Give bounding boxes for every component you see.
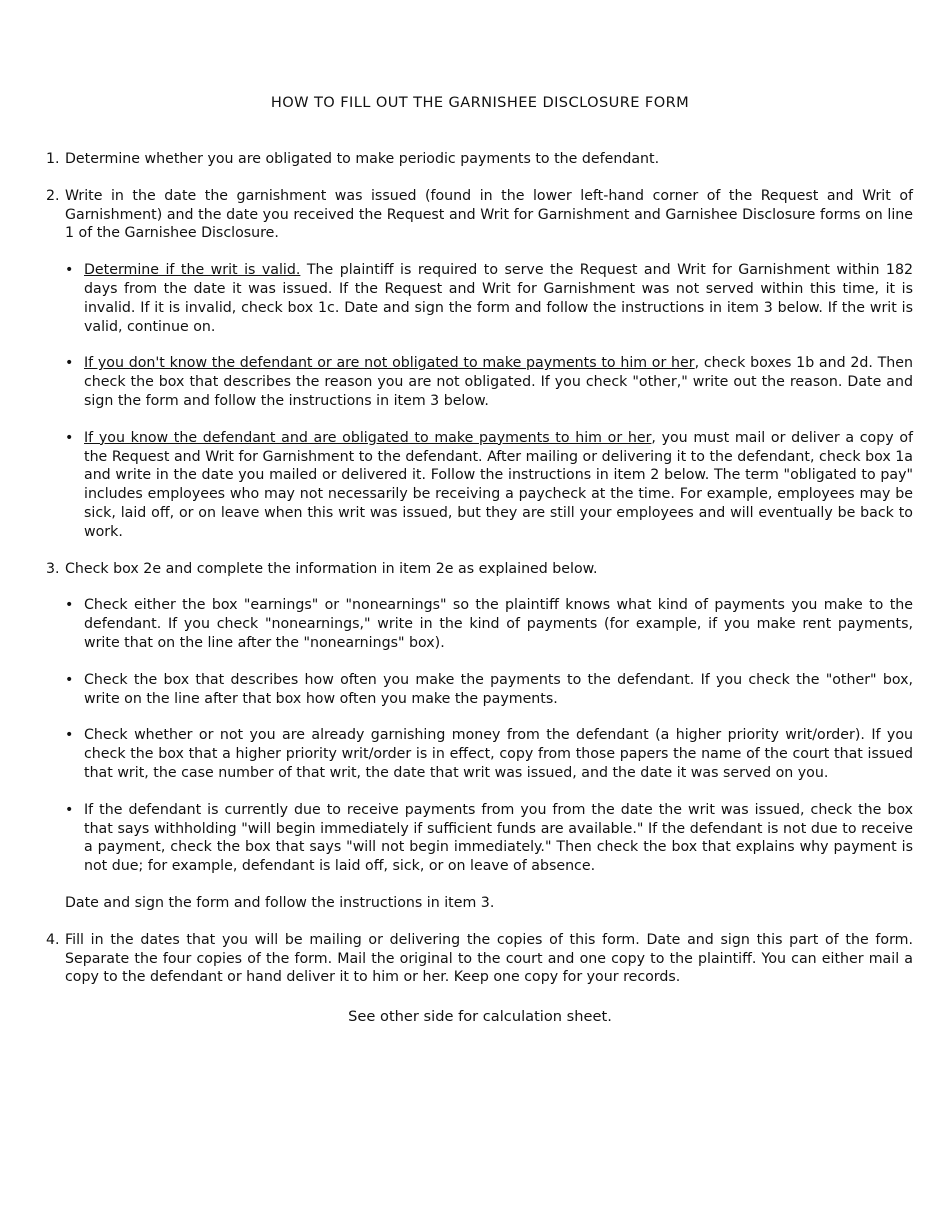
- bullet-underlined-text: If you don't know the defendant or are not obligated to make payments to him or her: [84, 355, 695, 372]
- bullet-text: , check boxes 1b and 2d. Then check the box that describes the reason you are not obligated. If you check "other," write out the reason. Date and sign the form and follow the instructions in item 3 below.: [84, 355, 913, 409]
- sub-bullet: [65, 354, 913, 410]
- item-number: 2.: [46, 187, 60, 204]
- bullet-underlined-text: If you know the defendant and are obligated to make payments to him or her: [84, 429, 652, 446]
- document-title: HOW TO FILL OUT THE GARNISHEE DISCLOSURE FORM: [270, 94, 690, 111]
- bullet-icon: •: [65, 671, 74, 688]
- sub-bullet: [65, 429, 913, 542]
- sub-bullet: [65, 261, 913, 336]
- bullet-text: If the defendant is currently due to receive payments from you from the date the writ was issued, check the box that says withholding "will begin immediately if sufficient funds are available." If the defendant is not due to receive a payment, check the box that says "will not begin immediately." Then check the box that explains why payment is not due; for example, defendant is laid off, sick, or on leave of absence.: [84, 801, 913, 875]
- item-number: 1.: [46, 151, 60, 167]
- bullet-text: Check either the box "earnings" or "nonearnings" so the plaintiff knows what kind of payments you make to the defendant. If you check "nonearnings," write in the kind of payments (for example, if you make rent payments, write that on the line after the "nonearnings" box).: [84, 597, 913, 651]
- bullet-icon: •: [65, 355, 74, 372]
- bullet-text: Check the box that describes how often you make the payments to the defendant. If you check the "other" box, write on the line after that box how often you make the payments.: [84, 671, 913, 707]
- instruction-list: [46, 150, 913, 987]
- bullet-icon: •: [65, 429, 74, 446]
- item-text: Fill in the dates that you will be mailing or delivering the copies of this form. Date and sign this part of the form. Separate the four copies of the form. Mail the original to the court and one copy to the plaintiff. You can either mail a copy to the defendant or hand deliver it to him or her. Keep one copy for your records.: [65, 931, 913, 986]
- bullet-text: The plaintiff is required to serve the Request and Writ for Garnishment within 182 days from the date it was issued. If the Request and Writ for Garnishment was not served within this time, it is invalid. If it is invalid, check box 1c. Date and sign the form and follow the instructions in item 3 below. If the writ is valid, continue on.: [84, 262, 914, 335]
- sub-bullet: [65, 801, 913, 876]
- item-number: 3.: [46, 560, 60, 577]
- footer-note: See other side for calculation sheet.: [348, 1008, 612, 1025]
- item-text: Determine whether you are obligated to make periodic payments to the defendant.: [65, 151, 660, 167]
- bullet-icon: •: [65, 727, 74, 744]
- bullet-text: Check whether or not you are already garnishing money from the defendant (a higher priority writ/order). If you check the box that a higher priority writ/order is in effect, copy from those papers the name of the court that issued that writ, the case number of that writ, the date that writ was issued, and the date it was served on you.: [84, 727, 913, 781]
- list-item-1: [46, 150, 913, 169]
- list-item-3: [46, 560, 913, 913]
- item-number: 4.: [46, 931, 60, 948]
- bullet-underlined-text: Determine if the writ is valid.: [84, 262, 301, 279]
- bullet-icon: •: [65, 801, 74, 818]
- list-item-2: [46, 187, 913, 542]
- item-text: Check box 2e and complete the information in item 2e as explained below.: [65, 560, 598, 577]
- bullet-text: , you must mail or deliver a copy of the Request and Writ for Garnishment to the defendant. After mailing or delivering it to the defendant, check box 1a and write in the date you mailed or delivered it. Follow the instructions in item 2 below. The term "obligated to pay" includes employees who may not necessarily be receiving a paycheck at the time. For example, employees may be sick, laid off, or on leave when this writ was issued, but they are still your employees and will eventually be back to work.: [84, 429, 913, 540]
- sub-bullet: [65, 671, 913, 709]
- item-after-text: Date and sign the form and follow the instructions in item 3.: [65, 894, 495, 911]
- list-item-4: [46, 931, 913, 987]
- bullet-icon: •: [65, 262, 74, 279]
- sub-bullet: [65, 726, 913, 782]
- item-text: Write in the date the garnishment was issued (found in the lower left-hand corner of the Request and Writ of Garnishment) and the date you received the Request and Writ for Garnishment and Garnishee Disclosure forms on line 1 of the Garnishee Disclosure.: [65, 187, 913, 242]
- bullet-icon: •: [65, 597, 74, 614]
- sub-bullet: [65, 596, 913, 652]
